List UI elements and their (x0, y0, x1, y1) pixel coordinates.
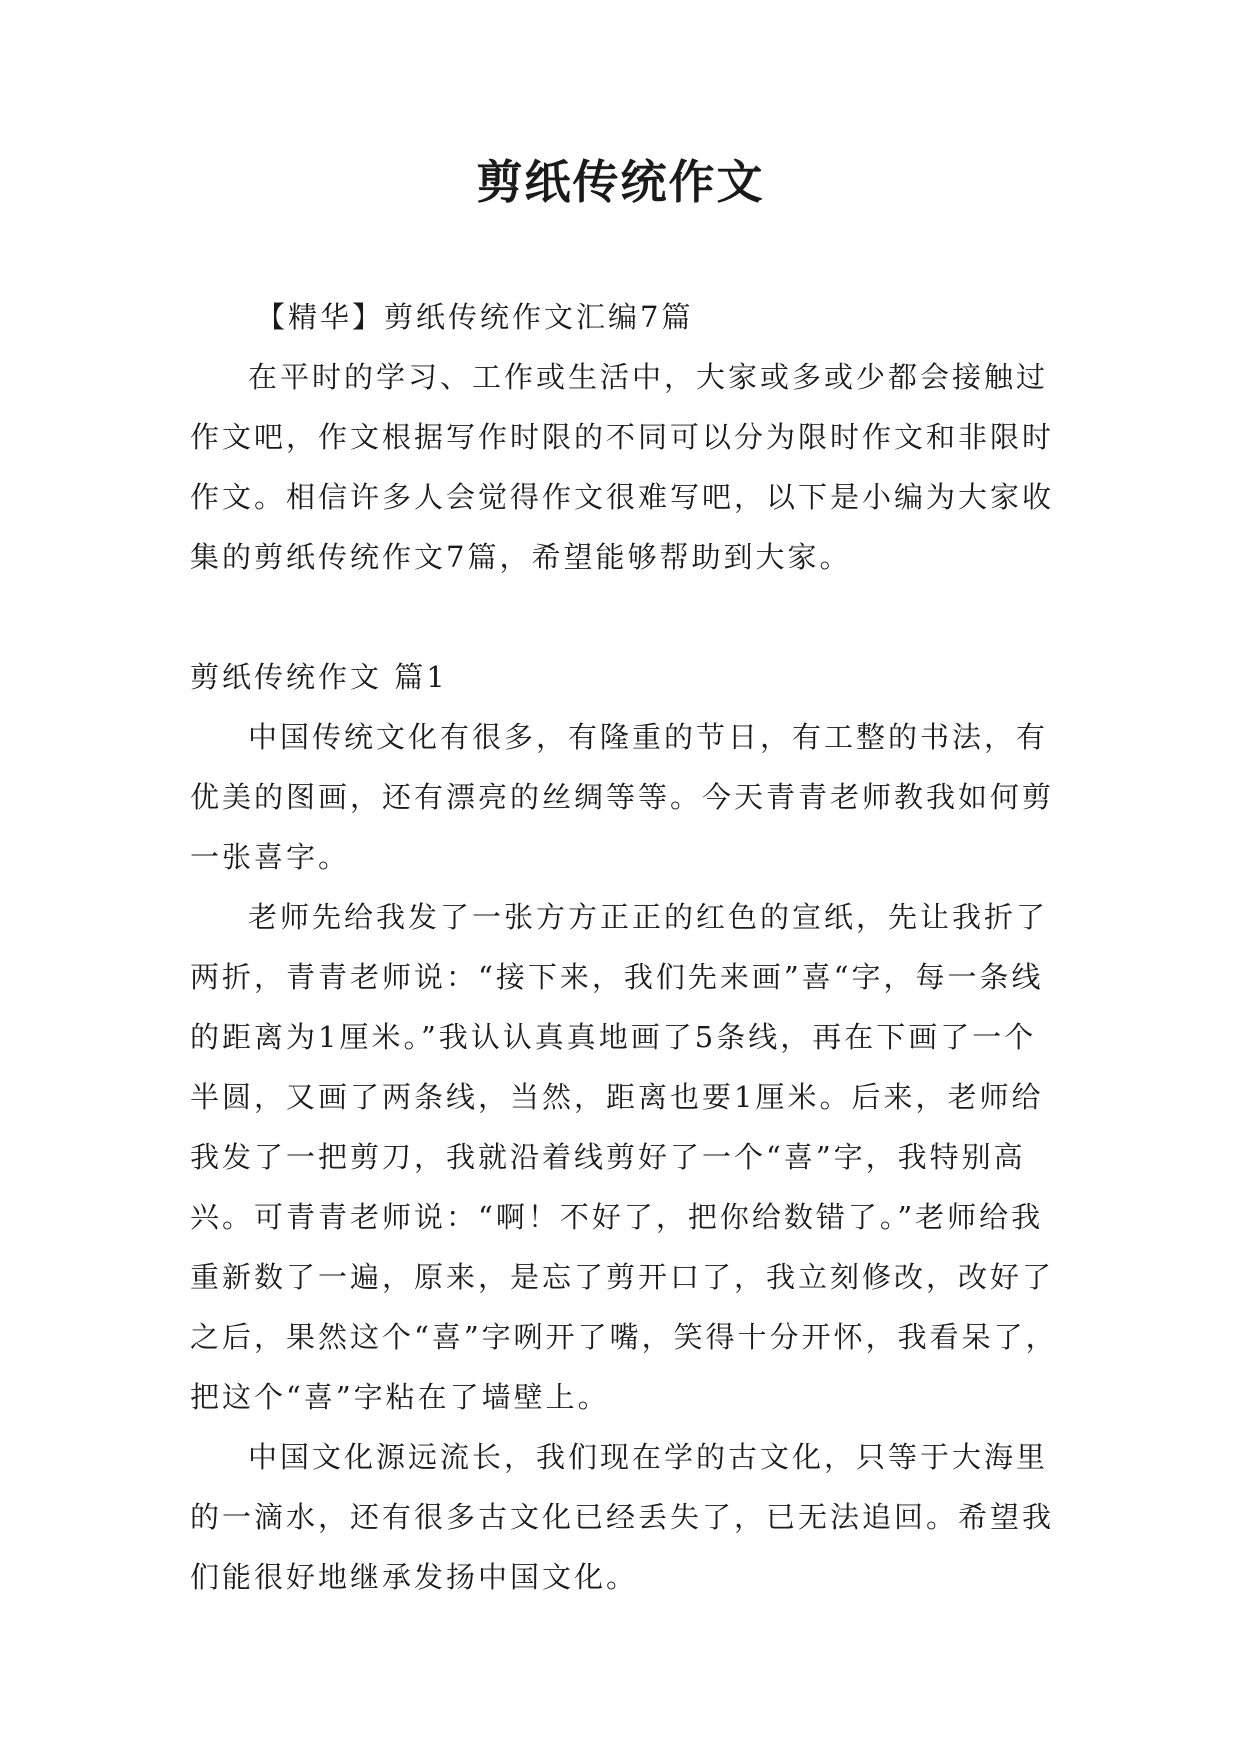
document-title: 剪纸传统作文 (476, 155, 765, 209)
body-paragraph: 中国传统文化有很多，有隆重的节日，有工整的书法，有优美的图画，还有漂亮的丝绸等等。今天青青老师教我如何剪一张喜字。 (190, 720, 1055, 874)
document-subtitle: 【精华】剪纸传统作文汇编7篇 (256, 300, 694, 334)
intro-paragraph: 在平时的学习、工作或生活中，大家或多或少都会接触过作文吧，作文根据写作时限的不同可以分为限时作文和非限时作文。相信许多人会觉得作文很难写吧，以下是小编为大家收集的剪纸传统作文7篇，希望能够帮助到大家。 (190, 360, 1055, 574)
body-paragraph: 老师先给我发了一张方方正正的红色的宣纸，先让我折了两折，青青老师说：“接下来，我们先来画”喜“字，每一条线的距离为1厘米。”我认认真真地画了5条线，再在下画了一个半圆，又画了两条线，当然，距离也要1厘米。后来，老师给我发了一把剪刀，我就沿着线剪好了一个“喜”字，我特别高兴。可青青老师说：“啊！不好了，把你给数错了。”老师给我重新数了一遍，原来，是忘了剪开口了，我立刻修改，改好了之后，果然这个“喜”字咧开了嘴，笑得十分开怀，我看呆了，把这个“喜”字粘在了墙壁上。 (190, 900, 1058, 1414)
body-paragraph: 中国文化源远流长，我们现在学的古文化，只等于大海里的一滴水，还有很多古文化已经丢失了，已无法追回。希望我们能很好地继承发扬中国文化。 (190, 1440, 1055, 1594)
section-heading: 剪纸传统作文 篇1 (190, 660, 448, 694)
document-body (190, 287, 1060, 1607)
